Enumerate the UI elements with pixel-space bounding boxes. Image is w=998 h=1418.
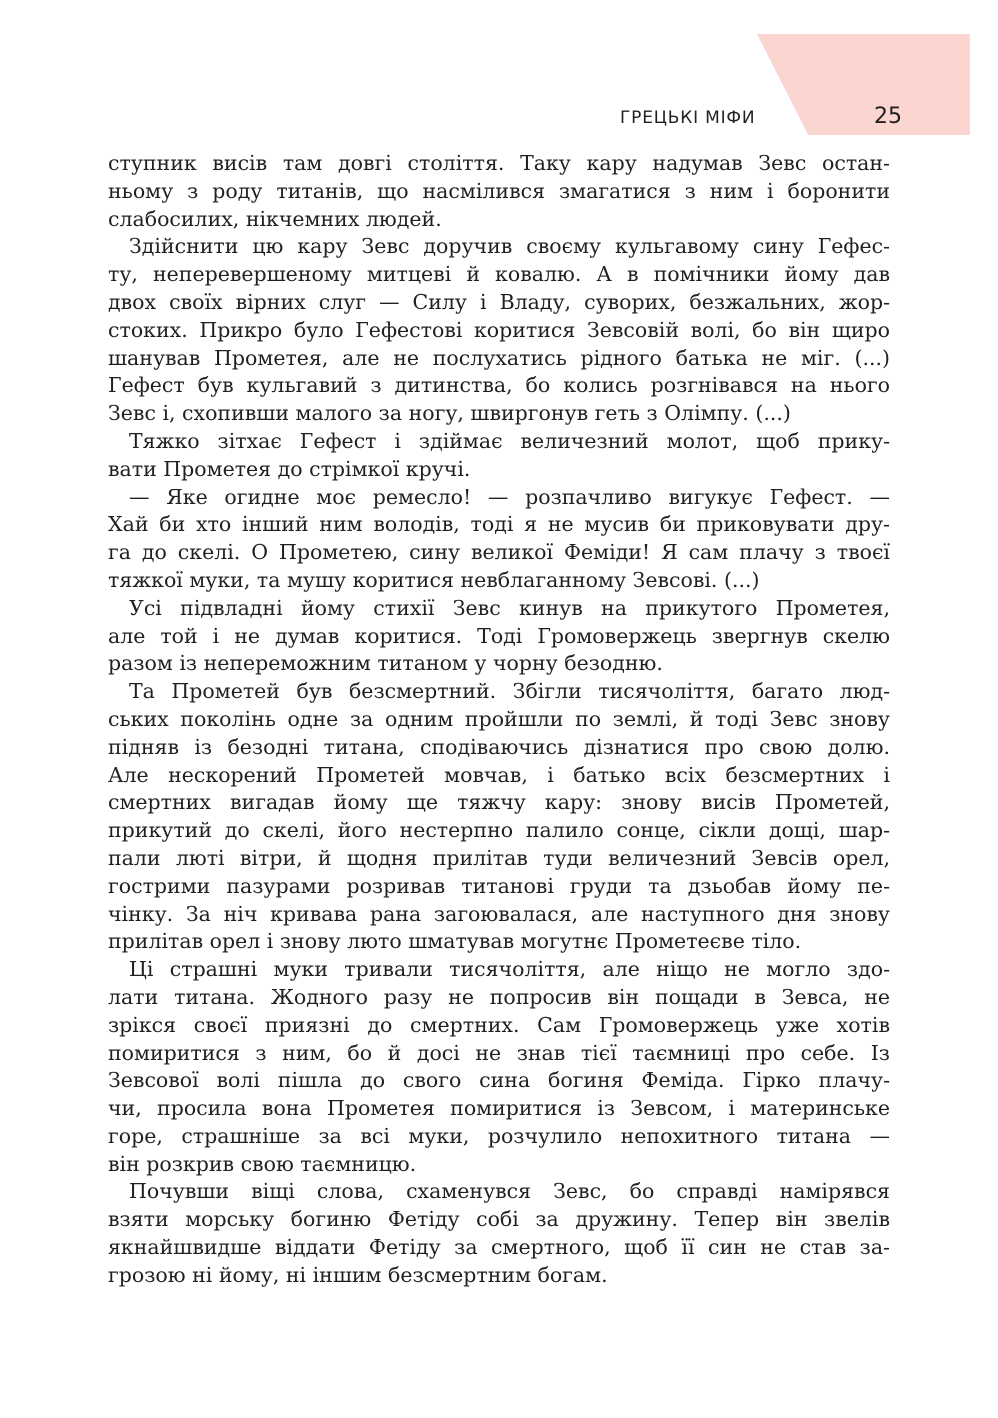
text-line: Усі підвладні йому стихії Зевс кинув на прикутого Прометея, [129, 595, 890, 620]
text-line: ньому з роду титанів, що насмілився змагатися з ним і боронити [108, 178, 890, 203]
text-line: ських поколінь одне за одним пройшли по землі, й тоді Зевс знову [108, 706, 890, 731]
text-line: га до скелі. О Прометею, сину великої Феміди! Я сам плачу з твоєї [108, 540, 890, 565]
text-line: Гефест був кульгавий з дитинства, бо колись розгнівався на нього [108, 373, 890, 398]
text-line: стоких. Прикро було Гефестові коритися Зевсовій волі, бо він щиро [108, 317, 890, 342]
paragraph [108, 1178, 890, 1289]
text-line: підняв із безодні титана, сподіваючись дізнатися про свою долю. [108, 734, 890, 759]
body-text [108, 150, 890, 1290]
text-line: пали люті вітри, й щодня прилітав туди величезний Зевсів орел, [108, 845, 890, 870]
text-line: ту, неперевершеному митцеві й ковалю. А в помічники йому дав [108, 262, 890, 287]
paragraph [108, 150, 890, 233]
text-line: грозою ні йому, ні іншим безсмертним богам. [108, 1262, 608, 1287]
text-line: вати Прометея до стрімкої кручі. [108, 456, 471, 481]
text-line: Зевс і, схопивши малого за ногу, швиргонув геть з Олімпу. (...) [108, 401, 791, 426]
text-line: взяти морську богиню Фетіду собі за дружину. Тепер він звелів [108, 1207, 890, 1232]
text-line: Але нескорений Прометей мовчав, і батько всіх безсмертних і [108, 762, 890, 787]
text-line: слабосилих, нікчемних людей. [108, 206, 442, 231]
text-line: лати титана. Жодного разу не попросив він пощади в Зевса, не [108, 984, 890, 1009]
text-line: смертних вигадав йому ще тяжчу кару: знову висів Прометей, [108, 790, 890, 815]
text-line: Ці страшні муки тривали тисячоліття, але ніщо не могло здо- [129, 957, 890, 982]
page-number: 25 [874, 104, 902, 129]
paragraph [108, 428, 890, 484]
text-line: разом із непереможним титаном у чорну безодню. [108, 651, 663, 676]
text-line: якнайшвидше віддати Фетіду за смертного, щоб її син не став за- [108, 1235, 890, 1260]
text-line: зрікся своєї приязні до смертних. Сам Громовержець уже хотів [108, 1012, 890, 1037]
text-line: тяжкої муки, та мушу коритися невблаганному Зевсові. (...) [108, 567, 760, 592]
text-line: Та Прометей був безсмертний. Збігли тисячоліття, багато люд- [129, 679, 890, 704]
text-line: горе, страшніше за всі муки, розчулило непохитного титана — [108, 1123, 890, 1148]
paragraph [108, 484, 890, 595]
text-line: Хай би хто інший ним володів, тоді я не мусив би приковувати дру- [108, 512, 890, 537]
text-line: чи, просила вона Прометея помиритися із Зевсом, і материнське [108, 1096, 890, 1121]
text-line: Зевсової волі пішла до свого сина богиня Феміда. Гірко плачу- [108, 1068, 890, 1093]
text-line: чінку. За ніч кривава рана загоювалася, але наступного дня знову [108, 901, 890, 926]
text-line: помиритися з ним, бо й досі не знав тієї таємниці про себе. Із [108, 1040, 890, 1065]
text-line: Здійснити цю кару Зевс доручив своєму кульгавому сину Гефес- [129, 234, 890, 259]
text-line: Тяжко зітхає Гефест і здіймає величезний молот, щоб прику- [129, 428, 890, 453]
text-line: шанував Прометея, але не послухатись рідного батька не міг. (...) [108, 345, 890, 370]
text-line: Почувши віщі слова, схаменувся Зевс, бо справді намірявся [129, 1179, 890, 1204]
text-line: ступник висів там довгі століття. Таку кару надумав Зевс остан- [108, 151, 890, 175]
paragraph [108, 678, 890, 956]
text-line: гострими пазурами розривав титанові груди та дзьобав йому пе- [108, 873, 890, 898]
running-head: ГРЕЦЬКІ МІФИ [620, 108, 756, 128]
text-line: але той і не думав коритися. Тоді Громовержець звергнув скелю [108, 623, 890, 648]
corner-tab-decoration [757, 34, 970, 135]
paragraph [108, 233, 890, 428]
text-line: двох своїх вірних слуг — Силу і Владу, суворих, безжальних, жор- [108, 289, 890, 314]
text-line: він розкрив свою таємницю. [108, 1151, 417, 1176]
text-line: прилітав орел і знову люто шматував могутнє Прометеєве тіло. [108, 929, 802, 954]
paragraph [108, 956, 890, 1178]
text-line: прикутий до скелі, його нестерпно палило сонце, сікли дощі, шар- [108, 818, 890, 843]
paragraph [108, 595, 890, 678]
text-line: — Яке огидне моє ремесло! — розпачливо вигукує Гефест. — [129, 484, 890, 509]
